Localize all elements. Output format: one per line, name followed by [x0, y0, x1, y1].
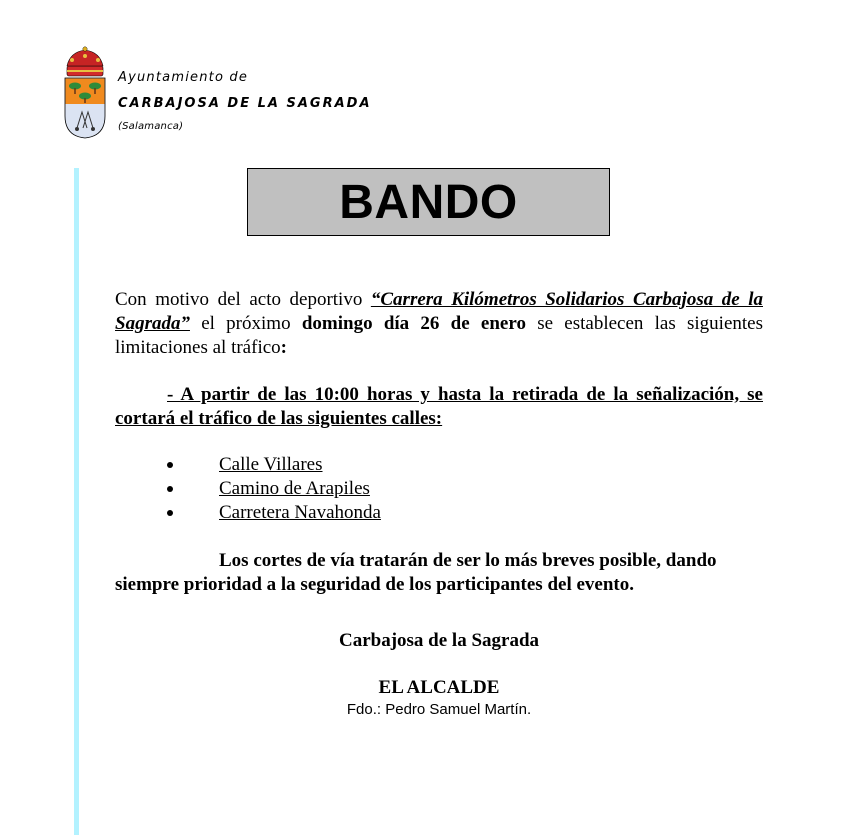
header-ayuntamiento: Ayuntamiento de: [118, 70, 249, 85]
intro-text-2: el próximo: [189, 313, 302, 334]
note-text: Los cortes de vía tratarán de ser lo más breves posible, dando siempre prioridad a la seguridad de los participantes del evento.: [115, 550, 717, 595]
bullet-icon: [167, 510, 173, 516]
signature-name: Fdo.: Pedro Samuel Martín.: [346, 701, 532, 718]
header-province: (Salamanca): [118, 121, 184, 132]
margin-line: [74, 168, 79, 835]
street-name: Carretera Navahonda: [219, 502, 381, 523]
coat-of-arms-icon: [62, 46, 108, 140]
closure-notice: [115, 383, 763, 431]
street-name: Camino de Arapiles: [219, 478, 370, 499]
intro-colon: :: [280, 337, 287, 358]
street-name: Calle Villares: [219, 454, 323, 475]
list-item: [115, 477, 515, 501]
event-date: domingo día 26 de enero: [301, 313, 526, 334]
document-title: BANDO: [247, 168, 610, 236]
header-municipality: CARBAJOSA DE LA SAGRADA: [118, 96, 372, 111]
intro-text-3: se establecen las siguientes limitaciones al tráfico: [115, 313, 763, 358]
intro-text-1: Con motivo del acto deportivo: [115, 289, 371, 310]
bullet-icon: [167, 486, 173, 492]
signature-place: Carbajosa de la Sagrada: [338, 630, 540, 651]
intro-paragraph: [115, 288, 763, 360]
closure-text: - A partir de las 10:00 horas y hasta la retirada de la señalización, se cortará el tráfico de las siguientes calles:: [115, 384, 763, 429]
event-name: “Carrera Kilómetros Solidarios Carbajosa de la Sagrada”: [115, 289, 763, 334]
list-item: [115, 501, 515, 525]
street-list: [115, 453, 515, 525]
crown-icon: [67, 47, 103, 76]
note-paragraph: [115, 549, 763, 597]
signature-role: EL ALCALDE: [378, 677, 500, 698]
list-item: [115, 453, 515, 477]
bullet-icon: [167, 462, 173, 468]
